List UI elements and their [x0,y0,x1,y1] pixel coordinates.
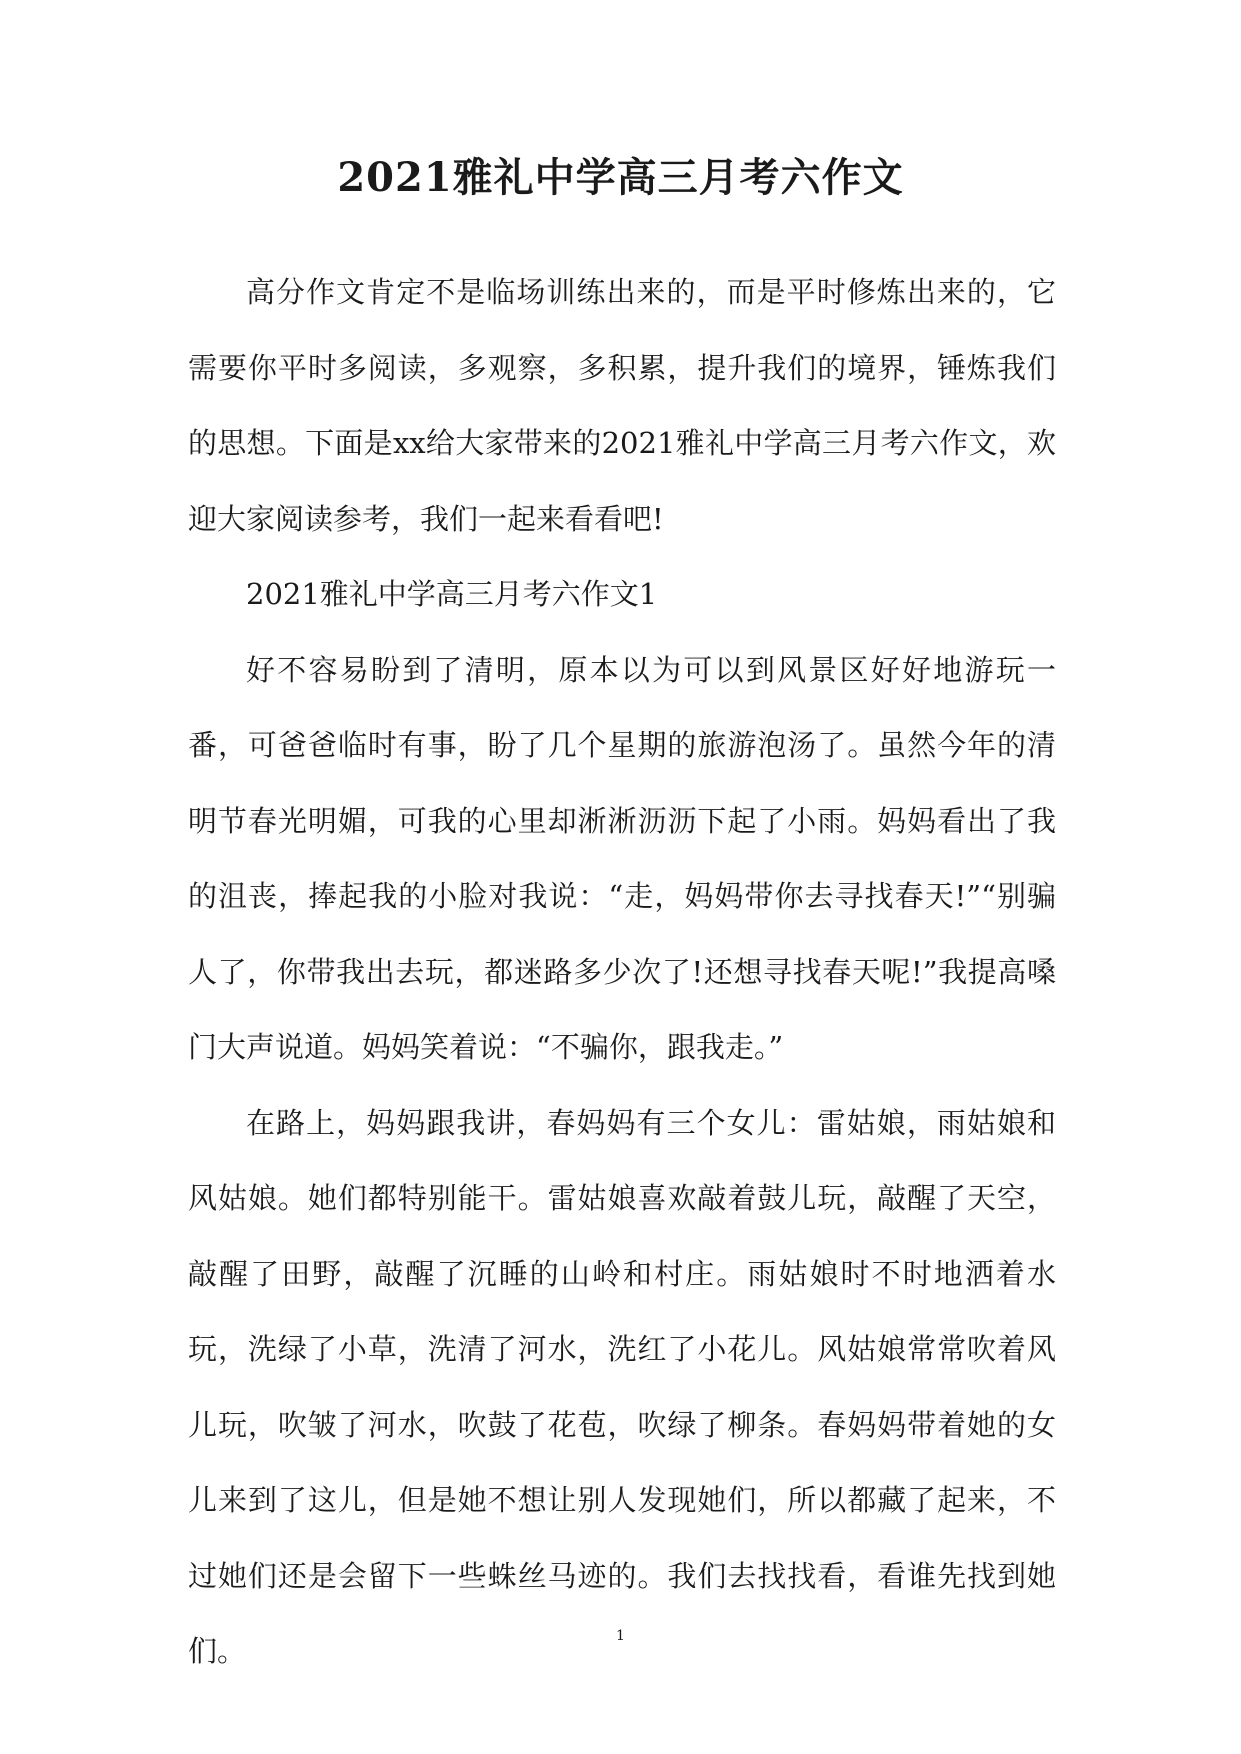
essay-paragraph: 在路上，妈妈跟我讲，春妈妈有三个女儿：雷姑娘，雨姑娘和风姑娘。她们都特别能干。雷姑娘喜欢敲着鼓儿玩，敲醒了天空，敲醒了田野，敲醒了沉睡的山岭和村庄。雨姑娘时不时地洒着水玩，洗绿了小草，洗清了河水，洗红了小花儿。风姑娘常常吹着风儿玩，吹皱了河水，吹鼓了花苞，吹绿了柳条。春妈妈带着她的女儿来到了这儿，但是她不想让别人发现她们，所以都藏了起来，不过她们还是会留下一些蛛丝马迹的。我们去找找看，看谁先找到她们。 [188,1105,1056,1668]
document-title: 2021雅礼中学高三月考六作文 [337,154,904,201]
document-body [188,255,1056,1690]
essay-heading: 2021雅礼中学高三月考六作文1 [246,577,658,611]
page-number: 1 [616,1628,625,1644]
essay-paragraph: 好不容易盼到了清明，原本以为可以到风景区好好地游玩一番，可爸爸临时有事，盼了几个星期的旅游泡汤了。虽然今年的清明节春光明媚，可我的心里却淅淅沥沥下起了小雨。妈妈看出了我的沮丧，捧起我的小脸对我说：“走，妈妈带你去寻找春天!”“别骗人了，你带我出去玩，都迷路多少次了!还想寻找春天呢!”我提高嗓门大声说道。妈妈笑着说：“不骗你，跟我走。” [188,652,1056,1064]
intro-paragraph: 高分作文肯定不是临场训练出来的，而是平时修炼出来的，它需要你平时多阅读，多观察，多积累，提升我们的境界，锤炼我们的思想。下面是xx给大家带来的2021雅礼中学高三月考六作文，欢迎大家阅读参考，我们一起来看看吧! [188,275,1056,536]
